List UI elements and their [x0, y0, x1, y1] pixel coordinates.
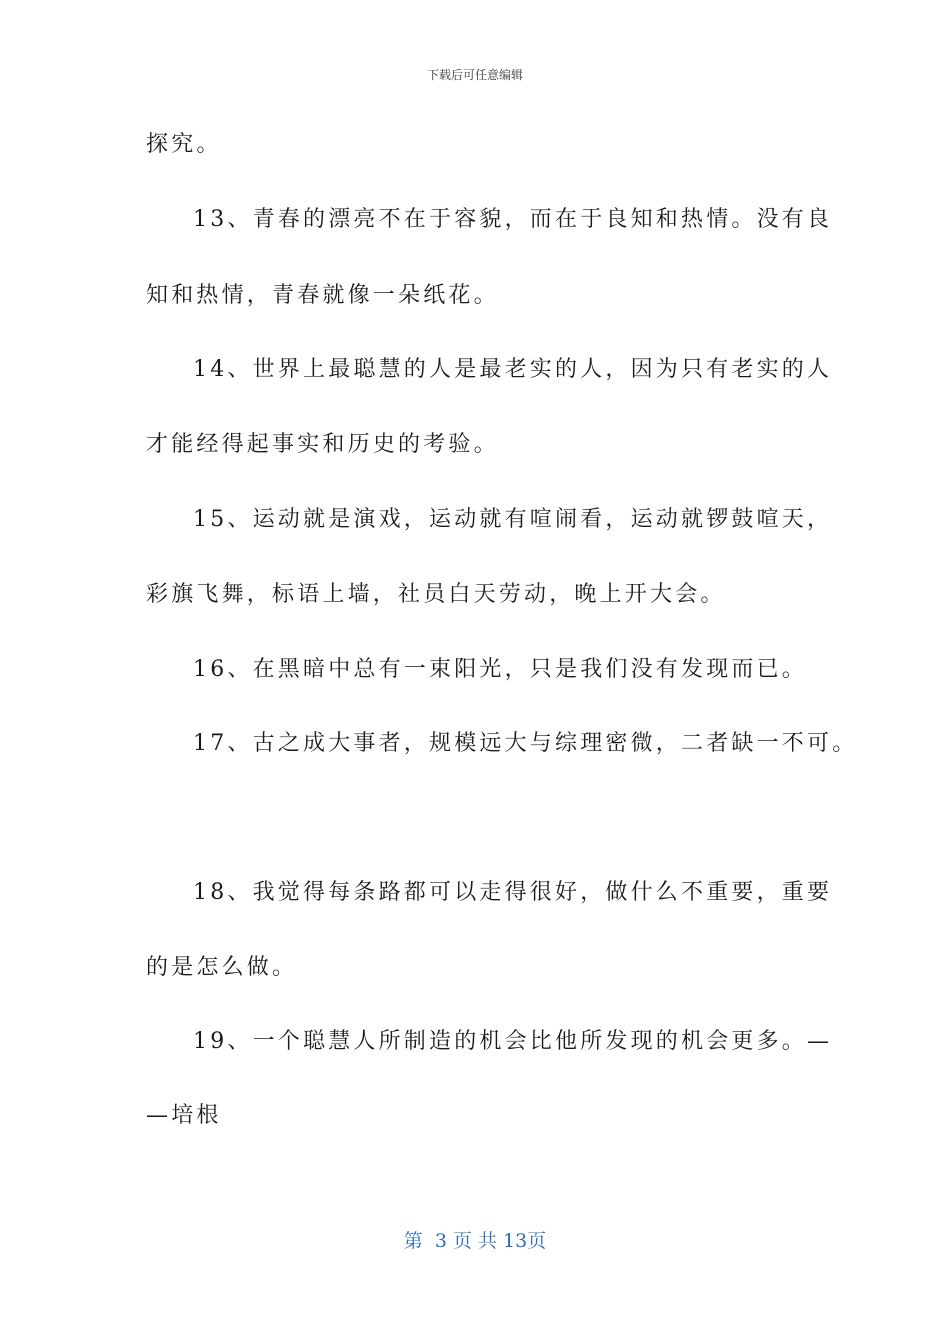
text-line: 17、古之成大事者，规模远大与综理密微，二者缺一不可。 [193, 731, 858, 756]
text-line: 彩旗飞舞，标语上墙，社员白天劳动，晚上开大会。 [146, 582, 726, 607]
text-line: 才能经得起事实和历史的考验。 [146, 432, 499, 457]
text-line: 18、我觉得每条路都可以走得很好，做什么不重要，重要 [193, 880, 833, 905]
page-header: 下载后可任意编辑 [426, 68, 523, 82]
text-line: 知和热情，青春就像一朵纸花。 [146, 283, 499, 308]
text-line: 19、一个聪慧人所制造的机会比他所发现的机会更多。— [193, 1029, 833, 1054]
text-line: 15、运动就是演戏，运动就有喧闹看，运动就锣鼓喧天， [193, 507, 833, 532]
text-line: 16、在黑暗中总有一束阳光，只是我们没有发现而已。 [193, 657, 807, 682]
page-number: 第 3 页 共 13页 [403, 1230, 547, 1252]
text-line: 的是怎么做。 [146, 955, 298, 980]
text-line: 探究。 [146, 132, 222, 157]
text-line: 13、青春的漂亮不在于容貌，而在于良知和热情。没有良 [193, 207, 833, 232]
text-line: 14、世界上最聪慧的人是最老实的人，因为只有老实的人 [193, 357, 833, 382]
text-line: —培根 [146, 1103, 222, 1128]
